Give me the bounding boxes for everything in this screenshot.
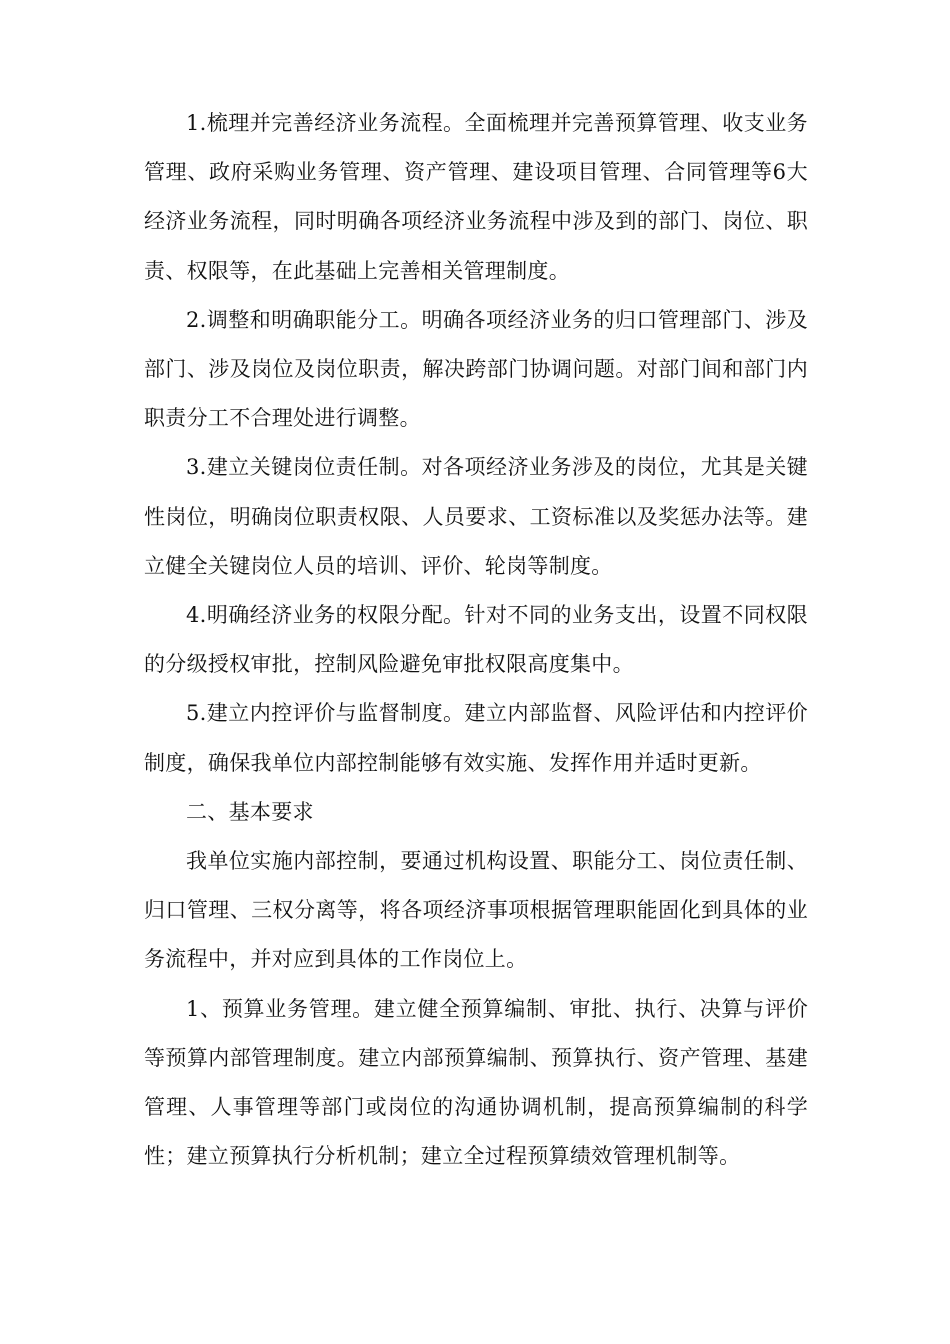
paragraph-8: 1、预算业务管理。建立健全预算编制、审批、执行、决算与评价等预算内部管理制度。建立内部预算编制、预算执行、资产管理、基建管理、人事管理等部门或岗位的沟通协调机制，提高预算编制的科学性；建立预算执行分析机制；建立全过程预算绩效管理机制等。 <box>144 996 808 1169</box>
paragraph-1: 1.梳理并完善经济业务流程。全面梳理并完善预算管理、收支业务管理、政府采购业务管理、资产管理、建设项目管理、合同管理等6大经济业务流程，同时明确各项经济业务流程中涉及到的部门、岗位、职责、权限等，在此基础上完善相关管理制度。 <box>144 111 808 283</box>
section-heading: 二、基本要求 <box>186 799 314 824</box>
paragraph-2: 2.调整和明确职能分工。明确各项经济业务的归口管理部门、涉及部门、涉及岗位及岗位职责，解决跨部门协调问题。对部门间和部门内职责分工不合理处进行调整。 <box>144 307 808 431</box>
paragraph-4: 4.明确经济业务的权限分配。针对不同的业务支出，设置不同权限的分级授权审批，控制风险避免审批权限高度集中。 <box>144 603 808 677</box>
document-body <box>144 99 808 1181</box>
paragraph-5: 5.建立内控评价与监督制度。建立内部监督、风险评估和内控评价制度，确保我单位内部控制能够有效实施、发挥作用并适时更新。 <box>144 701 808 775</box>
paragraph-3: 3.建立关键岗位责任制。对各项经济业务涉及的岗位，尤其是关键性岗位，明确岗位职责权限、人员要求、工资标准以及奖惩办法等。建立健全关键岗位人员的培训、评价、轮岗等制度。 <box>144 455 808 578</box>
paragraph-7: 我单位实施内部控制，要通过机构设置、职能分工、岗位责任制、归口管理、三权分离等，将各项经济事项根据管理职能固化到具体的业务流程中，并对应到具体的工作岗位上。 <box>144 849 808 972</box>
